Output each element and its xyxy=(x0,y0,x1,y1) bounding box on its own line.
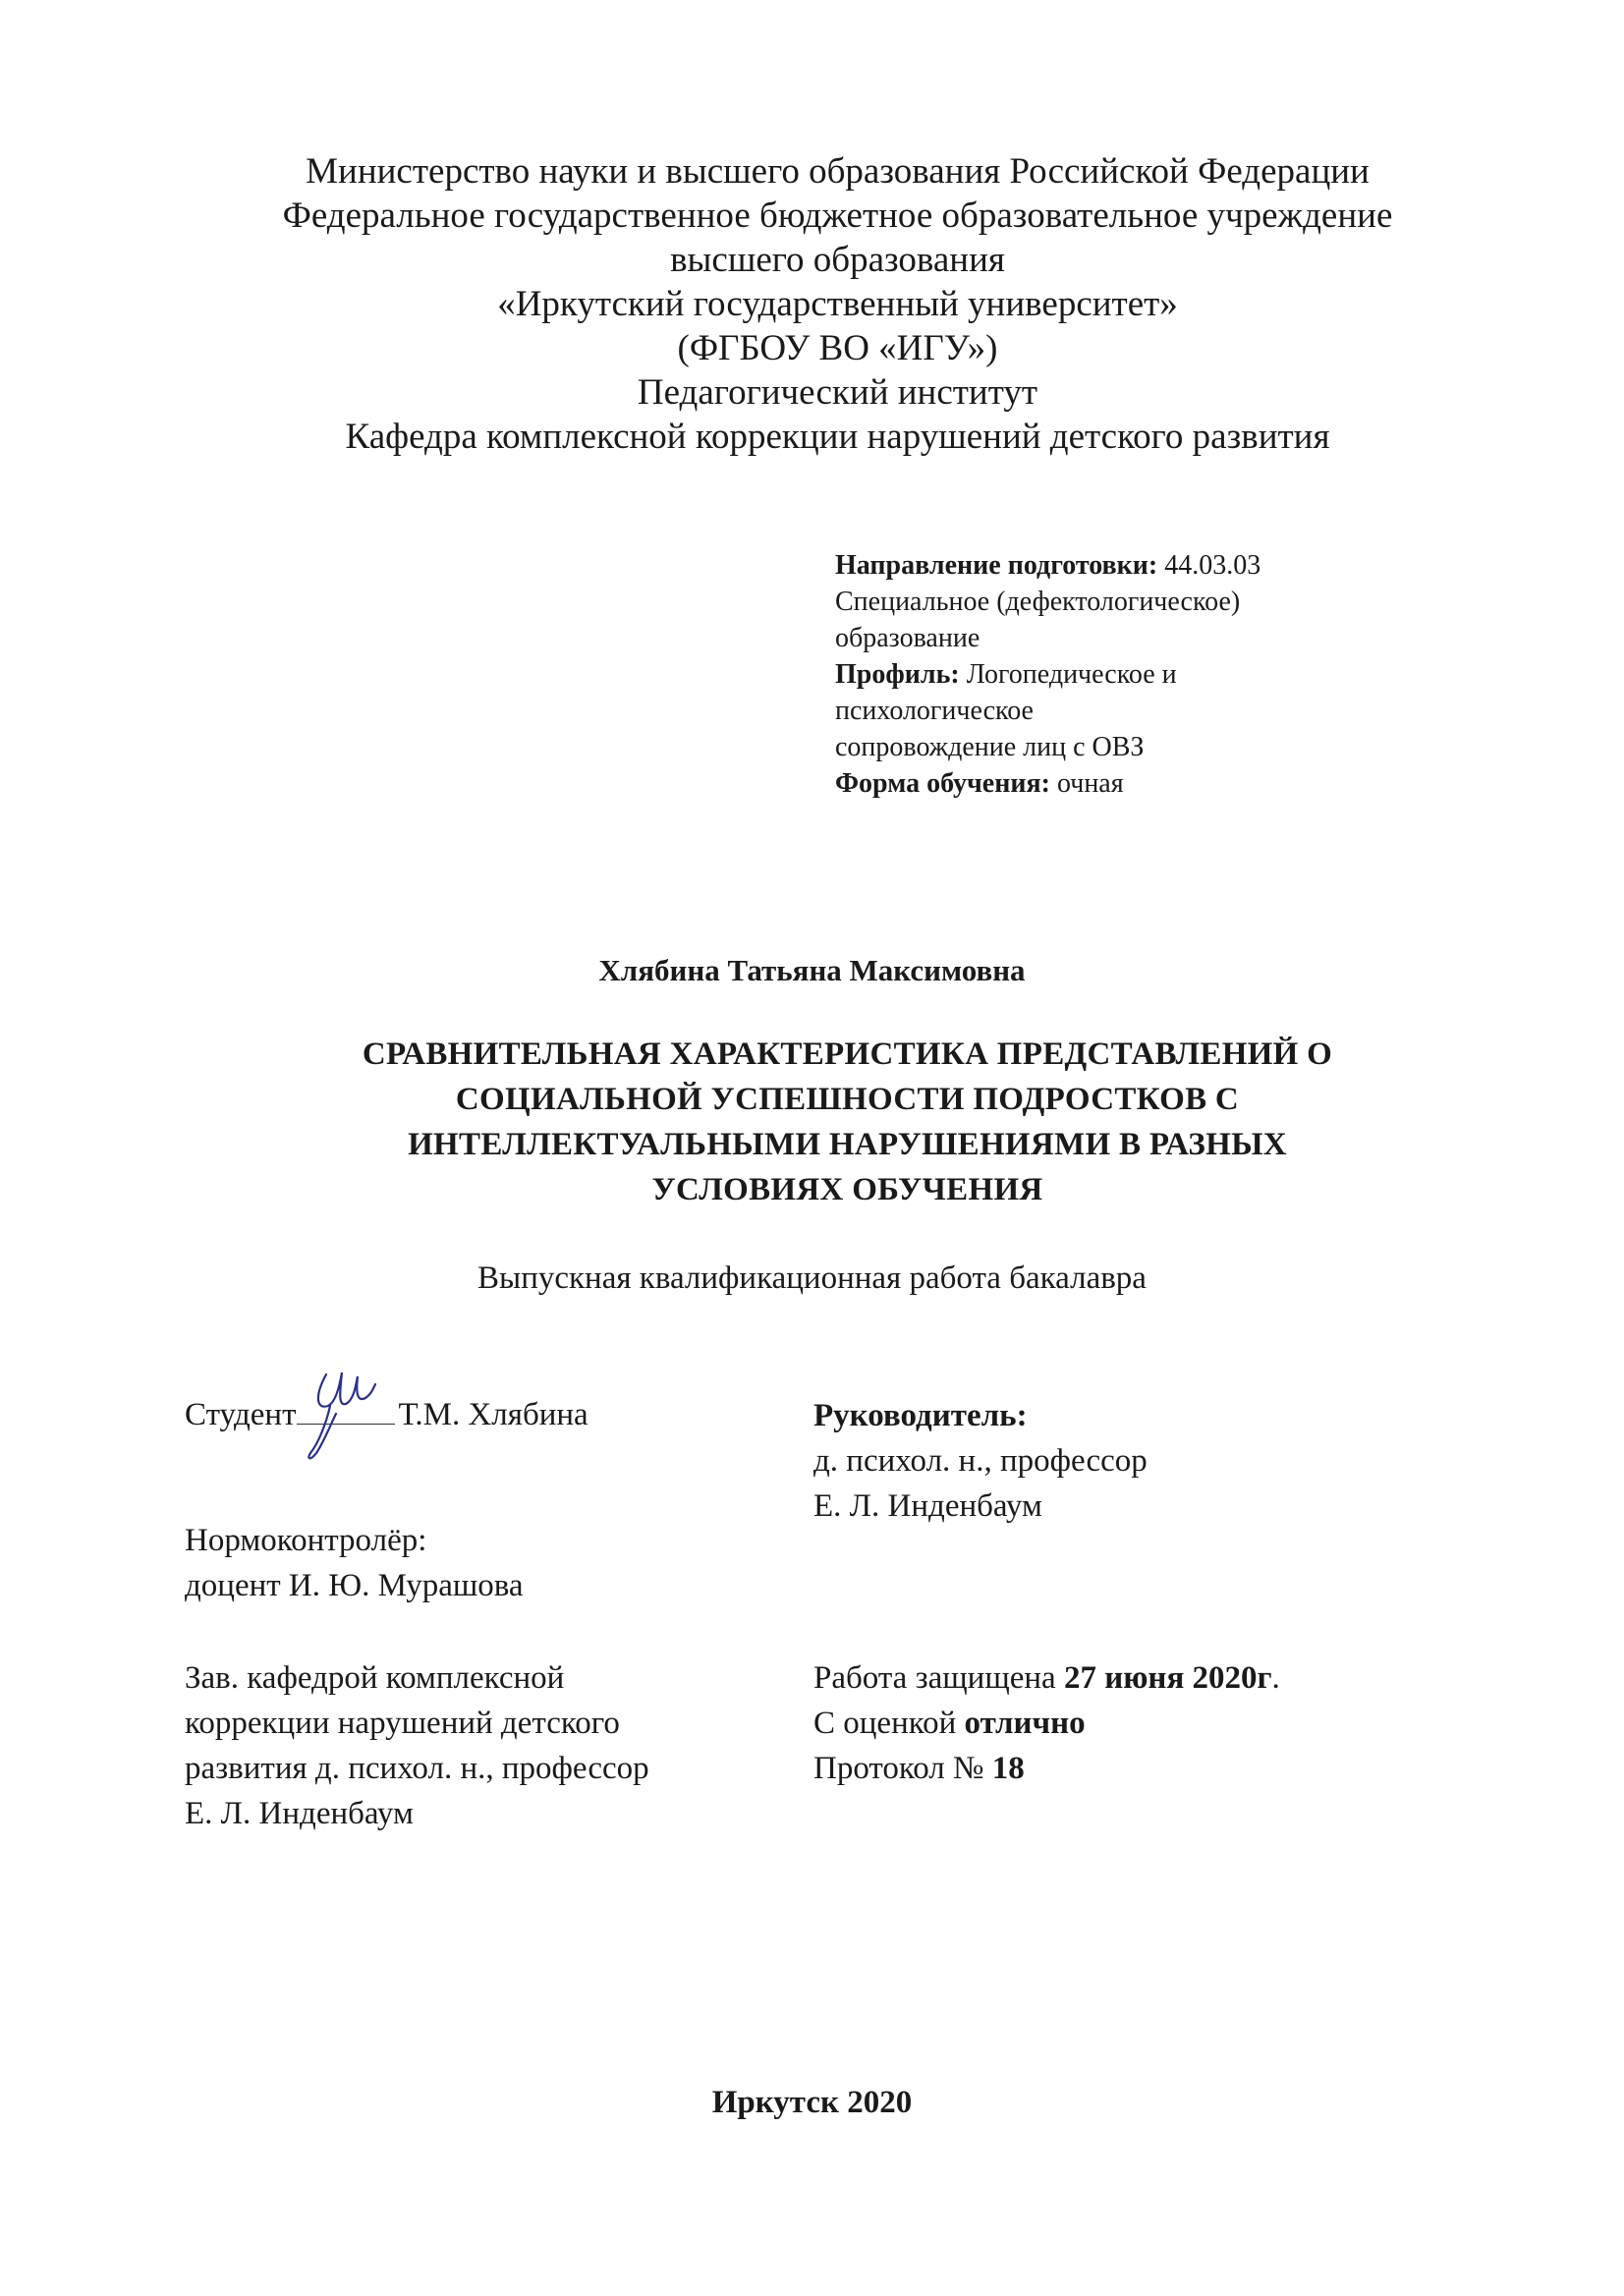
profile-line: сопровождение лиц с ОВЗ xyxy=(835,732,1145,762)
direction-line: образование xyxy=(835,623,980,653)
supervisor-label: Руководитель: xyxy=(813,1398,1028,1433)
header-line: Министерство науки и высшего образования Российской Федерации xyxy=(306,151,1370,192)
form-value: очная xyxy=(1049,768,1124,799)
profile-line: психологическое xyxy=(835,696,1034,726)
title-line: УСЛОВИЯХ ОБУЧЕНИЯ xyxy=(651,1172,1043,1207)
work-type: Выпускная квалификационная работа бакалавра xyxy=(477,1260,1147,1296)
student-name: Т.М. Хлябина xyxy=(398,1397,588,1432)
supervisor-degree: д. психол. н., профессор xyxy=(813,1443,1148,1479)
grade-prefix: С оценкой xyxy=(813,1706,965,1741)
header-line: Кафедра комплексной коррекции нарушений детского развития xyxy=(345,417,1330,457)
normcontrol-block xyxy=(185,1518,524,1608)
head-dept-line: коррекции нарушений детского xyxy=(185,1706,620,1741)
header-line: (ФГБОУ ВО «ИГУ») xyxy=(677,328,998,368)
protocol-prefix: Протокол № xyxy=(813,1751,992,1786)
header-line: «Иркутский государственный университет» xyxy=(497,284,1178,324)
title-line: СОЦИАЛЬНОЙ УСПЕШНОСТИ ПОДРОСТКОВ С xyxy=(455,1082,1240,1117)
supervisor-name: Е. Л. Инденбаум xyxy=(813,1488,1042,1524)
program-info xyxy=(835,547,1385,802)
student-block xyxy=(185,1390,588,1437)
protocol-number: 18 xyxy=(991,1751,1025,1786)
header-line: Федеральное государственное бюджетное образовательное учреждение xyxy=(282,196,1393,236)
institution-header xyxy=(177,149,1498,459)
title-line: ИНТЕЛЛЕКТУАЛЬНЫМИ НАРУШЕНИЯМИ В РАЗНЫХ xyxy=(408,1127,1287,1162)
head-of-department-block xyxy=(185,1655,649,1836)
author-name: Хлябина Татьяна Максимовна xyxy=(598,953,1026,987)
grade-value: отлично xyxy=(964,1706,1086,1741)
head-dept-line: Е. Л. Инденбаум xyxy=(185,1796,414,1831)
supervisor-block xyxy=(813,1393,1148,1529)
defense-date: 27 июня 2020г xyxy=(1063,1660,1272,1696)
city-year: Иркутск 2020 xyxy=(711,2085,913,2120)
direction-code: 44.03.03 xyxy=(1157,550,1261,581)
direction-label: Направление подготовки: xyxy=(835,550,1158,581)
normcontrol-name: доцент И. Ю. Мурашова xyxy=(185,1568,524,1603)
header-line: Педагогический институт xyxy=(637,372,1038,413)
head-dept-line: развития д. психол. н., профессор xyxy=(185,1751,649,1786)
student-label: Студент xyxy=(185,1397,297,1432)
header-line: высшего образования xyxy=(670,240,1005,280)
defense-block xyxy=(813,1655,1280,1791)
head-dept-line: Зав. кафедрой комплексной xyxy=(185,1660,565,1696)
normcontrol-label: Нормоконтролёр: xyxy=(185,1523,427,1558)
defense-date-suffix: . xyxy=(1271,1660,1280,1696)
form-label: Форма обучения: xyxy=(835,768,1050,799)
profile-value: Логопедическое и xyxy=(959,659,1177,690)
thesis-title xyxy=(226,1032,1469,1212)
signature-image xyxy=(297,1367,405,1475)
direction-line: Специальное (дефектологическое) xyxy=(835,587,1241,617)
signature-line xyxy=(297,1390,395,1425)
profile-label: Профиль: xyxy=(835,659,960,690)
title-line: СРАВНИТЕЛЬНАЯ ХАРАКТЕРИСТИКА ПРЕДСТАВЛЕНИЙ О xyxy=(362,1036,1333,1072)
defense-prefix: Работа защищена xyxy=(813,1660,1064,1696)
